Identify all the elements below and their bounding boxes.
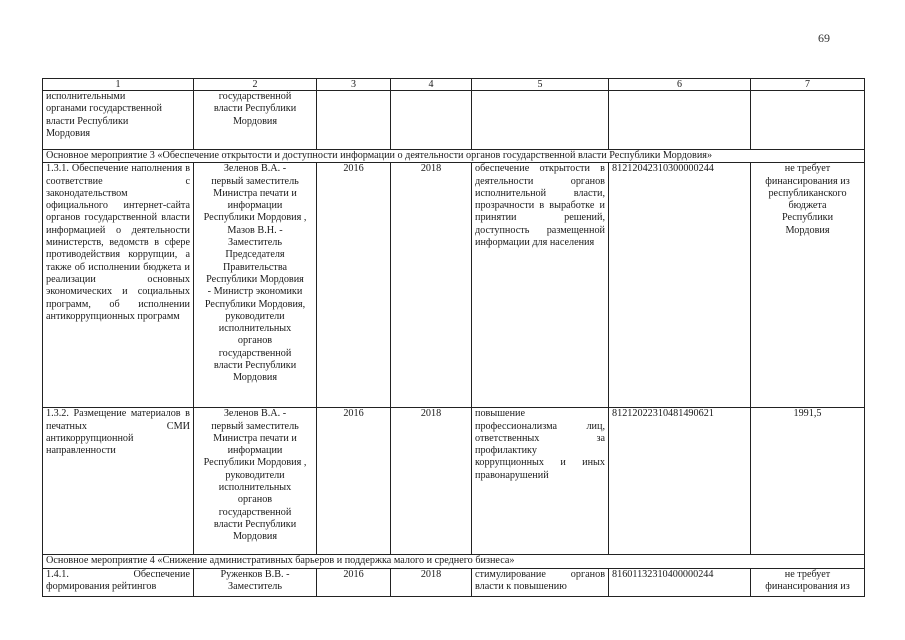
budget-code-cell: 81212042310300000244 [609,163,751,408]
budget-code-cell: 81212022310481490621 [609,408,751,555]
measure-cell: 1.4.1. Обеспечение формирования рейтингов [43,568,194,596]
column-header: 1 [43,79,194,91]
empty-cell [391,91,472,150]
column-header: 2 [194,79,317,91]
funding-cell: не требует финансирования из республиканского бюджета Республики Мордовия [751,163,865,408]
measures-table [42,78,865,597]
measure-cell: исполнительными органами государственной власти Республики Мордовия [43,91,194,150]
responsible-cell: государственной власти Республики Мордовия [194,91,317,150]
expected-result-cell: обеспечение открытости в деятельности органов исполнительной власти, прозрачности в выработке и принятии решений, доступность размещенной информации для населения [472,163,609,408]
column-header: 6 [609,79,751,91]
start-year-cell: 2016 [317,568,391,596]
page-number: 69 [818,31,830,45]
end-year-cell: 2018 [391,408,472,555]
table-row-1-3-2 [43,408,865,555]
empty-cell [317,91,391,150]
end-year-cell: 2018 [391,568,472,596]
budget-code-cell: 81601132310400000244 [609,568,751,596]
measure-cell: 1.3.2. Размещение материалов в печатных СМИ антикоррупционной направленности [43,408,194,555]
empty-cell [751,91,865,150]
responsible-cell: Зеленов В.А. - первый заместитель Министра печати и информации Республики Мордовия , руководители исполнительных органов государственной власти Республики Мордовия [194,408,317,555]
section-title: Основное мероприятие 3 «Обеспечение открытости и доступности информации о деятельности органов государственной власти Республики Мордовия» [43,150,865,163]
responsible-cell: Зеленов В.А. - первый заместитель Министра печати и информации Республики Мордовия , Мазов В.Н. - Заместитель Председателя Правительства Республики Мордовия - Министр экономики Республики Мордовия, руководители исполнительных органов государственной власти Республики Мордовия [194,163,317,408]
column-header: 3 [317,79,391,91]
column-header: 5 [472,79,609,91]
section-header-row [43,150,865,163]
column-header: 7 [751,79,865,91]
start-year-cell: 2016 [317,163,391,408]
measure-cell: 1.3.1. Обеспечение наполнения в соответствие с законодательством официального интернет-сайта органов государственной власти информацией о деятельности министерств, ведомств в сфере противодействия коррупции, а также об исполнении бюджета и реализации основных экономических и социальных программ, об исполнении антикоррупционных программ [43,163,194,408]
column-number-header-row [43,79,865,91]
end-year-cell: 2018 [391,163,472,408]
column-header: 4 [391,79,472,91]
expected-result-cell: стимулирование органов власти к повышению [472,568,609,596]
empty-cell [472,91,609,150]
expected-result-cell: повышение профессионализма лиц, ответственных за профилактику коррупционных и иных правонарушений [472,408,609,555]
table-row-1-4-1 [43,568,865,596]
funding-cell: 1991,5 [751,408,865,555]
section-title: Основное мероприятие 4 «Снижение административных барьеров и поддержка малого и среднего бизнеса» [43,555,865,568]
empty-cell [609,91,751,150]
section-header-row [43,555,865,568]
table-row-1-3-1 [43,163,865,408]
table-row-continuation [43,91,865,150]
funding-cell: не требует финансирования из [751,568,865,596]
responsible-cell: Руженков В.В. - Заместитель [194,568,317,596]
start-year-cell: 2016 [317,408,391,555]
